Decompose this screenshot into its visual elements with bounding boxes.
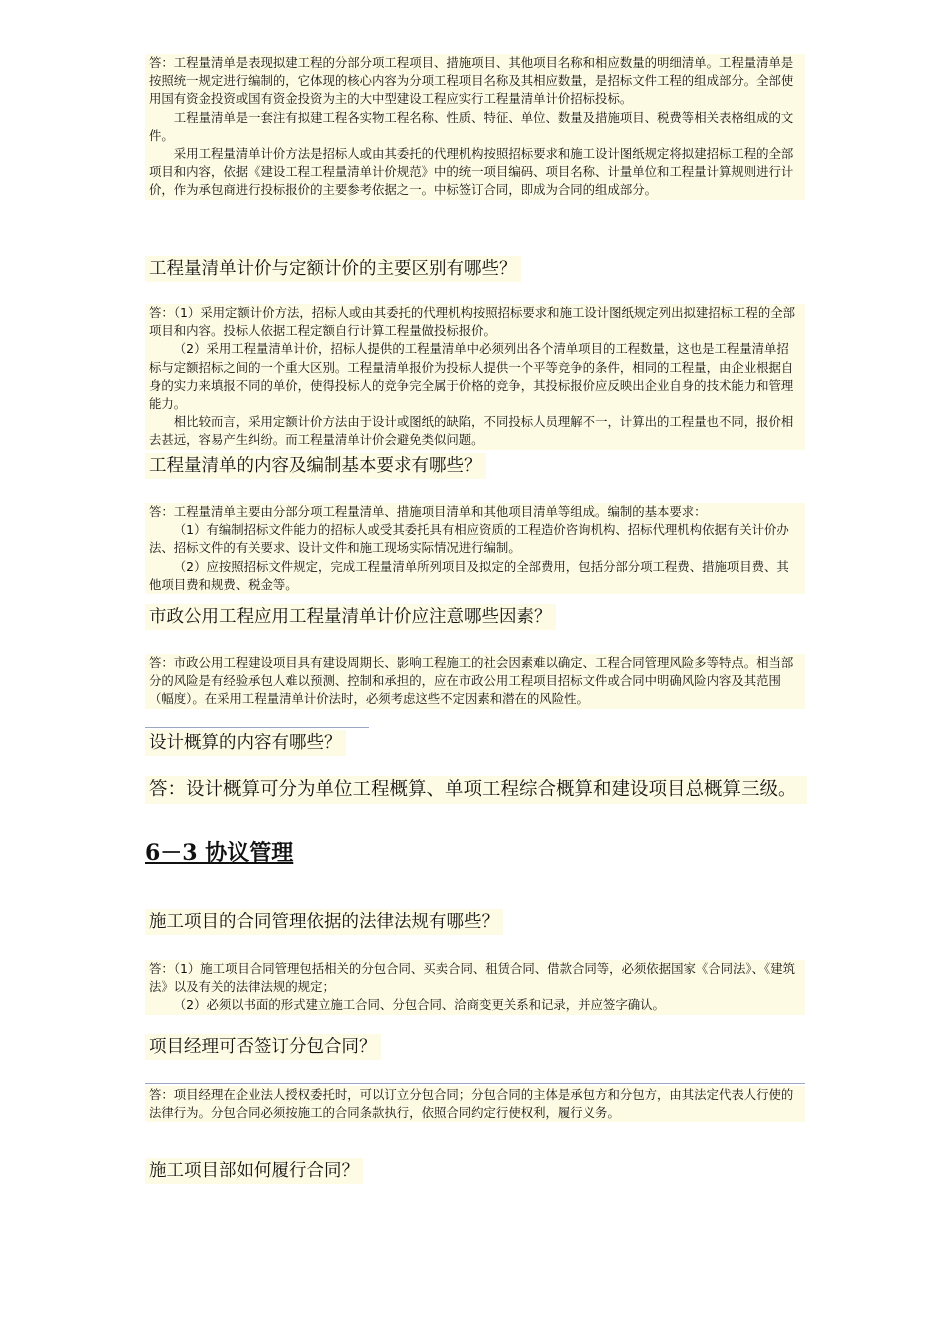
answer-paragraph: 采用工程量清单计价方法是招标人或由其委托的代理机构按照招标要求和施工设计图纸规定将拟建招标工程的全部项目和内容，依据《建设工程工程量清单计价规范》中的统一项目编码、项目名称、计量单位和工程量计算规则进行计价，作为承包商进行投标报价的主要参考依据之一。中标签订合同，即成为合同的组成部分。	[149, 146, 794, 198]
question-heading: 市政公用工程应用工程量清单计价应注意哪些因素？	[145, 604, 556, 630]
answer-paragraph: 答：工程量清单是表现拟建工程的分部分项工程项目、措施项目、其他项目名称和相应数量的明细清单。工程量清单是按照统一规定进行编制的，它体现的核心内容为分项工程项目名称及其相应数量，是招标文件工程的组成部分。全部使用国有资金投资或国有资金投资为主的大中型建设工程应实行工程量清单计价招标投标。	[149, 55, 794, 107]
section-title: 6－3 协议管理	[145, 840, 294, 866]
question-heading: 工程量清单的内容及编制基本要求有哪些？	[145, 453, 486, 479]
question-heading: 施工项目部如何履行合同？	[145, 1158, 363, 1184]
answer-paragraph: 答：工程量清单主要由分部分项工程量清单、措施项目清单和其他项目清单等组成。编制的基本要求：	[149, 504, 707, 519]
answer-paragraph: （2）必须以书面的形式建立施工合同、分包合同、洽商变更关系和记录，并应签字确认。	[173, 997, 665, 1013]
answer-paragraph: 工程量清单是一套注有拟建工程各实物工程名称、性质、特征、单位、数量及措施项目、税费等相关表格组成的文件。	[149, 109, 794, 143]
question-heading: 工程量清单计价与定额计价的主要区别有哪些？	[145, 256, 521, 282]
answer-block-2	[145, 304, 805, 450]
answer-paragraph: 答：项目经理在企业法人授权委托时，可以订立分包合同；分包合同的主体是承包方和分包方，由其法定代表人行使的法律行为。分包合同必须按施工的合同条款执行，依照合同约定行使权利，履行义务。	[149, 1087, 794, 1121]
answer-paragraph: （2）应按照招标文件规定，完成工程量清单所列项目及拟定的全部费用，包括分部分项工程费、措施项目费、其他项目费和规费、税金等。	[149, 558, 789, 592]
question-heading: 项目经理可否签订分包合同？	[145, 1034, 381, 1060]
question-heading: 设计概算的内容有哪些？	[145, 730, 346, 756]
answer-paragraph: 答：市政公用工程建设项目具有建设周期长、影响工程施工的社会因素难以确定、工程合同管理风险多等特点。相当部分的风险是有经验承包人难以预测、控制和承担的，应在市政公用工程项目招标文件或合同中明确风险内容及其范围（幅度）。在采用工程量清单计价法时，必须考虑这些不定因素和潜在的风险性。	[149, 655, 794, 707]
answer-block-5: 答：设计概算可分为单位工程概算、单项工程综合概算和建设项目总概算三级。	[145, 776, 807, 804]
answer-block-6	[145, 960, 805, 1015]
answer-block-1	[145, 54, 805, 200]
answer-block-7	[145, 1086, 805, 1122]
divider-line	[145, 1083, 805, 1084]
answer-paragraph: （2）采用工程量清单计价，招标人提供的工程量清单中必须列出各个清单项目的工程数量，这也是工程量清单招标与定额招标之间的一个重大区别。工程量清单报价为投标人提供一个平等竞争的条件，相同的工程量，由企业根据自身的实力来填报不同的单价，使得投标人的竞争完全属于价格的竞争，其投标报价应反映出企业自身的技术能力和管理能力。	[149, 341, 794, 412]
answer-block-3	[145, 503, 805, 594]
answer-paragraph: 答：（1）采用定额计价方法，招标人或由其委托的代理机构按照招标要求和施工设计图纸规定列出拟建招标工程的全部项目和内容。投标人依据工程定额自行计算工程量做投标报价。	[149, 305, 795, 339]
divider-line	[145, 727, 369, 728]
answer-paragraph: （1）有编制招标文件能力的招标人或受其委托具有相应资质的工程造价咨询机构、招标代理机构依据有关计价办法、招标文件的有关要求、设计文件和施工现场实际情况进行编制。	[149, 522, 789, 556]
answer-block-4	[145, 654, 805, 709]
question-heading: 施工项目的合同管理依据的法律法规有哪些？	[145, 909, 503, 935]
answer-paragraph: 答：（1）施工项目合同管理包括相关的分包合同、买卖合同、租赁合同、借款合同等，必须依据国家《合同法》、《建筑法》以及有关的法律法规的规定；	[149, 961, 795, 995]
answer-paragraph: 相比较而言，采用定额计价方法由于设计或图纸的缺陷，不同投标人员理解不一，计算出的工程量也不同，报价相去甚远，容易产生纠纷。而工程量清单计价会避免类似问题。	[149, 414, 794, 448]
